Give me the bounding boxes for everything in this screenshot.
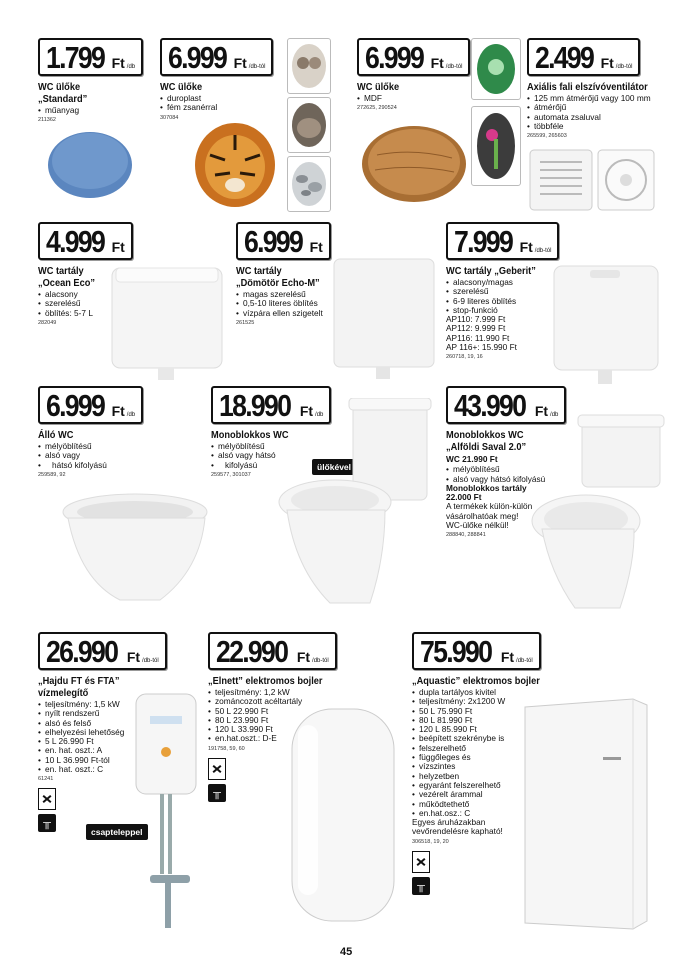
price-unit: /db-tól (248, 64, 266, 70)
price-value: 6.999 (46, 388, 105, 423)
price-tag (527, 38, 640, 76)
feature-list: • teljesítmény: 1,5 kW • nyílt rendszerű • alsó és felső • elhelyezési lehetőség • 5 L 26.990 Ft • en. hat. oszt.: A • 10 L 36.990 Ft-tól • en. hat. oszt.: C (38, 700, 168, 774)
price-currency: Ft (296, 649, 311, 665)
product-code: 272625, 290524 (357, 105, 397, 112)
product-code: 211362 (38, 117, 56, 124)
price-value: 18.990 (219, 388, 291, 423)
feature-list: • mélyöblítésű • alsó vagy • hátsó kifolyású (38, 442, 168, 470)
price-tag (357, 38, 470, 76)
product-cistern-geberit[interactable] (446, 222, 566, 360)
note-line: WC-ülőke nélkül! (446, 520, 509, 531)
feature-list: • alacsony • szerelésű • öblítés: 5-7 L (38, 290, 148, 318)
price-unit: /db (126, 412, 136, 418)
product-title: WC ülőke (357, 81, 400, 93)
product-title: WC tartály „Dömötör Echo-M” (236, 265, 320, 289)
price-line: AP112: 9.999 Ft (446, 323, 506, 334)
feature-list: • duroplast • fém zsanérral (160, 94, 290, 113)
green-drop-seat-thumbnail (471, 38, 521, 100)
feature-list: • alacsony/magas • szerelésű • 6-9 literes öblítés • stop-funkció (446, 278, 566, 315)
product-wc-seat-mdf[interactable] (357, 38, 487, 111)
feature-list: • műanyag (38, 106, 148, 115)
product-title: WC tartály „Geberit” (446, 265, 536, 277)
note-line: vásárolhatóak meg! (446, 510, 519, 521)
feature-list: • MDF (357, 94, 487, 103)
cistern-ocean-image (108, 262, 226, 382)
price-unit: /db-tól (445, 64, 463, 70)
price-value: 2.499 (535, 40, 594, 75)
feature-list: • mélyöblítésű • alsó vagy hátsó • kifolyású (211, 442, 331, 470)
price-currency: Ft (111, 239, 125, 255)
feature-list: • magas szerelésű • 0,5-10 literes öblítés • vízpára ellen szigetelt (236, 290, 346, 318)
with-faucet-tag: csapteleppel (86, 824, 148, 840)
product-title: WC ülőke „Standard” (38, 81, 88, 105)
recycle-bin-icon (208, 758, 226, 780)
cistern-domotor-image (330, 255, 438, 380)
wc-price-line: WC 21.990 Ft (446, 454, 498, 464)
feature-list: • 125 mm átmérőjű vagy 100 mm • átmérőjű • automata zsaluval • többféle (527, 94, 697, 131)
price-tag (446, 222, 559, 260)
product-title: „Aquastic” elektromos bojler (412, 675, 540, 687)
product-title: „Hajdu FT és FTA” vízmelegítő (38, 675, 120, 699)
price-tag (412, 632, 541, 670)
price-currency: Ft (519, 239, 533, 255)
product-code: 260718, 19, 16 (446, 354, 483, 361)
price-tag (38, 222, 133, 260)
price-currency: Ft (500, 649, 515, 665)
product-code: 259577, 301037 (211, 471, 251, 478)
cistern-geberit-image (550, 262, 662, 387)
tool-icon: ╥ (208, 784, 226, 802)
tool-icon: ╥ (38, 814, 56, 832)
note-line: Egyes áruházakban (412, 817, 486, 828)
product-code: 288840, 288841 (446, 532, 486, 539)
tank-price: 22.000 Ft (446, 492, 482, 503)
alfoldi-wc-image (530, 413, 665, 613)
recycle-bin-icon (38, 788, 56, 810)
orchid-seat-thumbnail (471, 106, 521, 186)
wooden-toilet-seat-image (357, 120, 472, 205)
price-tag (208, 632, 337, 670)
price-tag (38, 386, 143, 424)
price-line: AP116: 11.990 Ft (446, 332, 510, 343)
price-unit: /db (550, 412, 559, 418)
product-code: 61241 (38, 776, 54, 783)
product-code: 306518, 19, 20 (412, 838, 449, 845)
product-code: 307084 (160, 114, 179, 121)
recycle-bin-icon (412, 851, 430, 873)
elnett-boiler-image (288, 705, 398, 930)
price-value: 22.990 (216, 634, 288, 669)
feature-list: • teljesítmény: 1,2 kW • zománcozott acéltartály • 50 L 22.990 Ft • 80 L 23.990 Ft • 120 L 33.990 Ft • en.hat.oszt.: D-E (208, 688, 358, 744)
price-currency: Ft (233, 55, 247, 71)
aquastic-boiler-image (515, 695, 655, 935)
product-code: 259589, 92 (38, 471, 66, 478)
price-unit: /db-tól (516, 658, 533, 664)
product-wc-seat-standard[interactable] (38, 38, 148, 123)
hajdu-water-heater-image (120, 690, 210, 935)
product-code: 261525 (236, 319, 255, 326)
monoblock-wc-image (275, 398, 435, 613)
product-title: WC ülőke (160, 81, 203, 93)
price-currency: Ft (430, 55, 444, 71)
price-tag (236, 222, 331, 260)
price-unit: /db (126, 64, 136, 70)
price-value: 26.990 (46, 634, 118, 669)
price-currency: Ft (309, 239, 323, 255)
price-currency: Ft (111, 403, 125, 419)
tiger-toilet-seat-image (190, 115, 280, 210)
product-title: Axiális fali elszívóventilátor (527, 81, 648, 93)
standing-wc-image (50, 490, 210, 605)
price-value: 7.999 (454, 224, 513, 259)
price-value: 1.799 (46, 40, 105, 75)
price-value: 6.999 (244, 224, 303, 259)
feature-list: • dupla tartályos kivitel • teljesítmény: 2x1200 W • 50 L 75.990 Ft • 80 L 81.990 Ft • 120 L 85.990 Ft • beépített szekrénybe is • felszerelhető • függőleges és • vízszintes • helyzetben • egyaránt felszerelhető • vezérelt árammal • működtethető • en.hat.osz.: C (412, 688, 562, 818)
price-unit: /db-tól (534, 248, 552, 254)
price-tag (38, 632, 167, 670)
stone-seat-thumbnail (287, 97, 331, 153)
price-currency: Ft (299, 403, 314, 419)
product-code: 282049 (38, 319, 57, 326)
tank-title: Monoblokkos tartály (446, 482, 527, 493)
price-currency: Ft (111, 55, 125, 71)
ventilator-fans-image (528, 148, 658, 213)
note-line: vevőrendelésre kapható! (412, 826, 503, 837)
note-line: A termékek külön-külön (446, 501, 533, 512)
price-tag (38, 38, 143, 76)
price-currency: Ft (126, 649, 141, 665)
product-wc-seat-duroplast[interactable] (160, 38, 290, 121)
product-code: 191758, 59, 60 (208, 745, 245, 752)
product-title: Monoblokkos WC (211, 429, 289, 441)
price-unit: /db (315, 412, 324, 418)
product-title: Monoblokkos WC „Alföldi Saval 2.0” (446, 429, 527, 453)
with-seat-tag: ülőkével (312, 459, 356, 475)
price-line: AP 116+: 15.990 Ft (446, 342, 517, 353)
price-currency: Ft (600, 55, 614, 71)
page-number: 45 (340, 946, 353, 958)
price-line: AP110: 7.999 Ft (446, 314, 506, 325)
price-value: 43.990 (454, 388, 526, 423)
price-value: 6.999 (168, 40, 227, 75)
blue-toilet-seat-image (40, 125, 140, 205)
price-value: 6.999 (365, 40, 424, 75)
feature-list: • mélyöblítésű • alsó vagy hátsó kifolyású (446, 465, 586, 484)
product-standing-wc[interactable] (38, 386, 168, 478)
product-fan[interactable] (527, 38, 697, 139)
product-code: 265599, 265603 (527, 133, 567, 140)
kitten-seat-thumbnail (287, 38, 331, 94)
product-title: „Elnett” elektromos bojler (208, 675, 323, 687)
price-unit: /db-tól (312, 658, 329, 664)
price-unit: /db-tól (142, 658, 159, 664)
product-title: WC tartály „Ocean Eco” (38, 265, 96, 289)
price-value: 4.999 (46, 224, 105, 259)
pebble-seat-thumbnail (287, 156, 331, 212)
price-currency: Ft (534, 403, 549, 419)
tool-icon: ╥ (412, 877, 430, 895)
price-tag (160, 38, 273, 76)
product-title: Álló WC (38, 429, 74, 441)
price-value: 75.990 (420, 634, 492, 669)
price-unit: /db-tól (615, 64, 633, 70)
